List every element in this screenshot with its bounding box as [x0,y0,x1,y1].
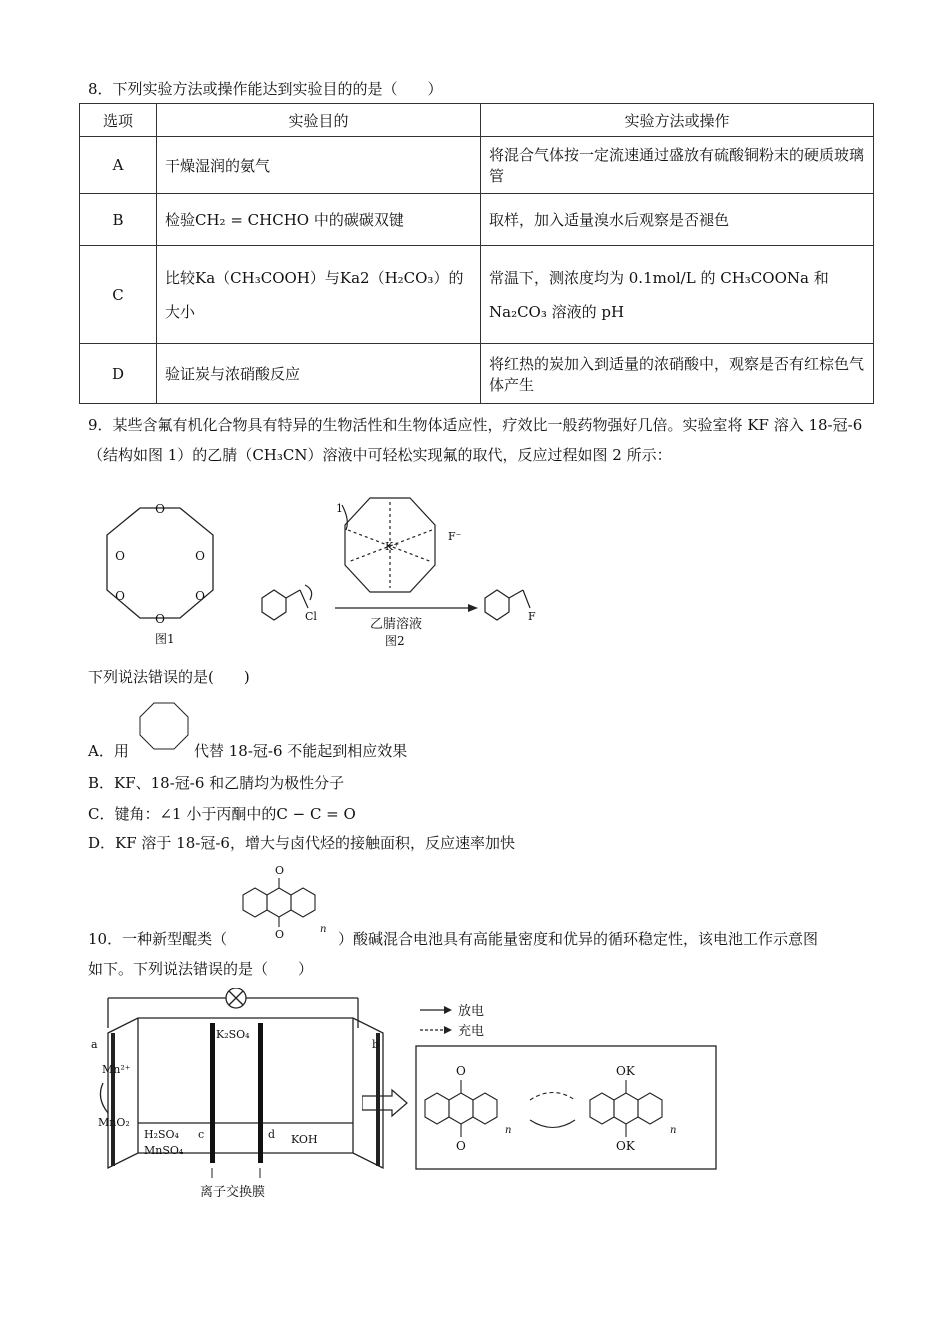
q9-question: 下列说法错误的是( ) [88,668,250,686]
battery-diagram [88,988,408,1200]
membrane-d [258,1023,263,1163]
arrow-label: 乙腈溶液 [370,617,423,632]
quinone-redox-panel [415,1045,717,1170]
label-mn2: Mn²⁺ [102,1063,131,1076]
row-method: 取样，加入适量溴水后观察是否褪色 [481,194,874,246]
membrane-c [210,1023,215,1163]
q10-stem-post-2: 如下。下列说法错误的是（ ） [88,960,314,978]
table-row [80,194,874,246]
fig1-atom-o: O [195,549,205,563]
atom-o-top: O [456,1064,466,1078]
table-row [80,246,874,344]
row-method: 将混合气体按一定流速通过盛放有硫酸铜粉末的硬质玻璃管 [481,137,874,194]
label-c: c [198,1128,205,1141]
label-mno2: MnO₂ [98,1116,130,1129]
q10-stem-post-1: ）酸碱混合电池具有高能量密度和优异的循环稳定性，该电池工作示意图 [338,930,819,948]
atom-cl: Cl [305,610,317,623]
row-option: C [80,246,157,344]
row-goal: 验证炭与浓硝酸反应 [157,344,481,404]
atom-o: O [275,928,285,941]
row-option: D [80,344,157,404]
figure-18-crown-6 [95,500,225,650]
angle-label: 1 [336,502,343,515]
arrow-dashed-icon [444,1026,452,1034]
atom-o-bottom: O [456,1139,466,1153]
legend-discharge: 放电 [458,1004,485,1019]
arrow-solid-icon [444,1006,452,1014]
row-option: B [80,194,157,246]
fig1-atom-o: O [195,589,205,603]
q9-option-a-pre: A．用 [88,742,129,760]
label-b: b [372,1038,380,1051]
subscript-n-left: n [505,1125,512,1136]
table-row [80,137,874,194]
q10-stem-pre: 10．一种新型醌类（ [88,930,228,948]
legend [418,1000,518,1040]
fig1-atom-o: O [115,549,125,563]
label-a: a [91,1038,98,1051]
q9-option-a-post: 代替 18-冠-6 不能起到相应效果 [194,742,408,760]
row-goal: 检验CH₂ = CHCHO 中的碳碳双键 [157,194,481,246]
block-arrow-icon [362,1088,412,1118]
fig1-atom-o: O [115,589,125,603]
q9-option-c: C．键角：∠1 小于丙酮中的C − C = O [88,805,356,823]
table-header-row [80,104,874,137]
atom-f: F [528,610,536,623]
label-h2so4: H₂SO₄ [144,1128,179,1141]
label-mnso4: MnSO₄ [144,1144,184,1157]
row-goal: 干燥湿润的氨气 [157,137,481,194]
anthraquinone-polymer-icon [235,860,335,945]
row-goal: 比较Ka（CH₃COOH）与Ka2（H₂CO₃）的大小 [157,246,481,344]
atom-k: K⁺ [385,540,400,553]
option-a-crown-icon [134,695,194,755]
header-goal: 实验目的 [157,104,481,137]
row-method: 将红热的炭加入到适量的浓硝酸中，观察是否有红棕色气体产生 [481,344,874,404]
label-k2so4: K₂SO₄ [216,1028,250,1041]
figure-reaction [250,490,550,650]
label-d: d [268,1128,276,1141]
q9-option-b: B．KF、18-冠-6 和乙腈均为极性分子 [88,774,345,792]
fig1-atom-o: O [155,612,165,626]
atom-o: O [275,864,285,877]
subscript-n: n [320,924,327,935]
q8-table [79,103,874,404]
atom-ok-top: OK [616,1064,635,1078]
row-method: 常温下，测浓度均为 0.1mol/L 的 CH₃COONa 和 Na₂CO₃ 溶液的 pH [481,246,874,344]
header-method: 实验方法或操作 [481,104,874,137]
fig1-atom-o: O [155,502,165,516]
row-option: A [80,137,157,194]
atom-f-ion: F⁻ [448,530,462,543]
q9-option-d: D．KF 溶于 18-冠-6，增大与卤代烃的接触面积，反应速率加快 [88,834,515,852]
atom-ok-bottom: OK [616,1139,635,1153]
q9-stem: 9．某些含氟有机化合物具有特异的生物活性和生物体适应性，疗效比一般药物强好几倍。实验室将 KF 溶入 18-冠-6（结构如图 1）的乙腈（CH₃CN）溶液中可轻松实现氟的取代，反应过程如图 2 所示： [88,416,863,464]
fig2-caption: 图2 [385,634,405,648]
header-option: 选项 [80,104,157,137]
table-row [80,344,874,404]
label-koh: KOH [291,1133,318,1146]
arrow-head-icon [468,604,478,612]
subscript-n-right: n [670,1125,677,1136]
fig1-caption: 图1 [155,632,175,646]
q8-stem: 8．下列实验方法或操作能达到实验目的的是（ ） [88,80,443,98]
legend-charge: 充电 [458,1024,485,1039]
label-membrane: 离子交换膜 [200,1185,266,1200]
